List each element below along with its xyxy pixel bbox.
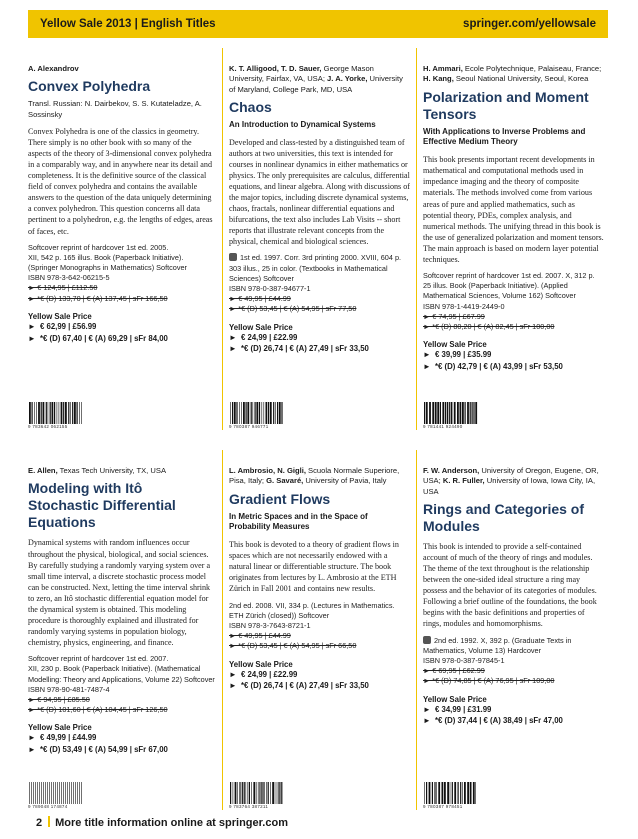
sale-price-line bbox=[229, 332, 410, 344]
book-bibliographic-info bbox=[229, 253, 410, 314]
sale-price: € 34,99 | £31.99 bbox=[435, 704, 492, 714]
book-authors: L. Ambrosio, N. Gigli, Scuola Normale Superiore, Pisa, Italy; G. Savaré, University of Pavia, Italy bbox=[229, 466, 400, 486]
footer-text: More title information online at springer.com bbox=[55, 817, 288, 829]
sale-price: € 62,99 | £56.99 bbox=[40, 321, 97, 331]
arrow-icon: ► bbox=[28, 733, 36, 743]
barcode-number: 9 781441 924490 bbox=[423, 424, 463, 429]
book-grid bbox=[28, 48, 610, 810]
sale-price-heading: Yellow Sale Price bbox=[423, 694, 487, 704]
old-price: ► € 69,95 | £62.99 bbox=[423, 666, 485, 676]
book-bibliographic-info bbox=[229, 601, 410, 652]
book-bibliographic-info bbox=[28, 654, 216, 715]
sale-price: *€ (D) 26,74 | € (A) 27,49 | sFr 33,50 bbox=[241, 344, 369, 354]
book-title: Modeling with Itô Stochastic Differential Equations bbox=[28, 480, 176, 531]
sale-price: € 24,99 | £22.99 bbox=[241, 669, 298, 679]
old-price: ► *€ (D) 74,85 | € (A) 76,95 | sFr 109,00 bbox=[423, 676, 555, 686]
arrow-icon: ► bbox=[229, 681, 237, 691]
book-description: Dynamical systems with random influences occur throughout the physical, biological, and social sciences. By carefully studying a randomly varying system over a small time interval, a discrete stochastic process model can be constructed. Next, letting the time interval shrink to zero, an Itô stochastic differential equation model for the dynamical system is obtained. This modeling procedure is thoroughly explained and illustrated for randomly varying systems in population biology, chemistry, physics, engineering, and finance. bbox=[28, 538, 211, 648]
book-authors: E. Allen, Texas Tech University, TX, USA bbox=[28, 466, 167, 475]
ebook-icon bbox=[229, 253, 237, 261]
book-bibliographic-info bbox=[423, 271, 604, 332]
biblio-line: ISBN 978-90-481-7487-4 bbox=[28, 684, 110, 694]
book-authors: A. Alexandrov bbox=[28, 64, 79, 73]
barcode-number: 9 783764 387211 bbox=[229, 804, 269, 809]
sale-price-line bbox=[28, 732, 216, 744]
book-bibliographic-info bbox=[28, 243, 216, 304]
book-entry bbox=[416, 450, 610, 810]
book-subtitle: An Introduction to Dynamical Systems bbox=[229, 119, 376, 129]
biblio-line: ISBN 978-0-387-97845-1 bbox=[423, 655, 505, 665]
old-price: ► € 74,95 | £67.99 bbox=[423, 311, 485, 321]
book-editors: Transl. Russian: N. Dairbekov, S. S. Kutateladze, A. Sossinsky bbox=[28, 99, 202, 119]
arrow-icon: ► bbox=[229, 332, 237, 342]
isbn-barcode bbox=[229, 782, 285, 810]
old-price: ► *€ (D) 80,20 | € (A) 82,45 | sFr 100,00 bbox=[423, 322, 555, 332]
sale-price: *€ (D) 42,79 | € (A) 43,99 | sFr 53,50 bbox=[435, 361, 563, 371]
arrow-icon: ► bbox=[423, 716, 431, 726]
old-price: ► *€ (D) 53,45 | € (A) 54,95 | sFr 77,50 bbox=[229, 304, 357, 314]
sale-price: *€ (D) 37,44 | € (A) 38,49 | sFr 47,00 bbox=[435, 716, 563, 726]
book-description: This book is devoted to a theory of gradient flows in spaces which are not necessarily endowed with a natural linear or differentiable structure. The book originates from lectures by L. Ambrosio at the ETH Zürich in Fall 2001 and contains new results. bbox=[229, 540, 399, 594]
barcode-number: 9 783642 062155 bbox=[28, 424, 68, 429]
header-left-title: Yellow Sale 2013 | English Titles bbox=[40, 18, 216, 30]
book-authors: F. W. Anderson, University of Oregon, Eugene, OR, USA; K. R. Fuller, University of Iowa, Iowa City, IA, USA bbox=[423, 466, 599, 496]
biblio-line: XII, 230 p. Book (Paperback Initiative). (Mathematical Modelling: Theory and Applications, Volume 22) Softcover bbox=[28, 664, 215, 684]
book-subtitle: With Applications to Inverse Problems and Effective Medium Theory bbox=[423, 126, 586, 147]
isbn-barcode bbox=[28, 782, 84, 810]
arrow-icon: ► bbox=[28, 745, 36, 755]
arrow-icon: ► bbox=[229, 669, 237, 679]
old-price: ► € 49,95 | £44.99 bbox=[229, 294, 291, 304]
sale-price-line bbox=[28, 744, 216, 756]
old-price: ► *€ (D) 133,70 | € (A) 137,45 | sFr 166,50 bbox=[28, 293, 168, 303]
sale-price-line bbox=[423, 349, 604, 361]
biblio-line: ISBN 978-1-4419-2449-0 bbox=[423, 301, 505, 311]
page-header-bar bbox=[28, 10, 608, 38]
page-footer bbox=[36, 816, 288, 829]
book-entry bbox=[28, 48, 222, 430]
sale-price: € 49,99 | £44.99 bbox=[40, 733, 97, 743]
book-authors: H. Ammari, Ecole Polytechnique, Palaiseau, France; H. Kang, Seoul National University, Seoul, Korea bbox=[423, 64, 602, 84]
sale-price-line bbox=[229, 669, 410, 681]
sale-price-line bbox=[28, 333, 216, 345]
sale-price-line bbox=[423, 361, 604, 373]
biblio-line: Softcover reprint of hardcover 1st ed. 2007. bbox=[28, 654, 169, 664]
biblio-line: 2nd ed. 1992. X, 392 p. (Graduate Texts in Mathematics, Volume 13) Hardcover bbox=[423, 635, 572, 655]
book-entry bbox=[222, 450, 416, 810]
old-price: ► *€ (D) 101,60 | € (A) 104,45 | sFr 126,50 bbox=[28, 705, 168, 715]
book-title: Polarization and Moment Tensors bbox=[423, 88, 589, 122]
book-authors: K. T. Alligood, T. D. Sauer, George Mason University, Fairfax, VA, USA; J. A. Yorke, University of Maryland, College Park, MD, USA bbox=[229, 64, 403, 94]
barcode-number: 9 789048 174874 bbox=[28, 804, 68, 809]
sale-price: *€ (D) 53,49 | € (A) 54,99 | sFr 67,00 bbox=[40, 745, 168, 755]
sale-price-line bbox=[28, 321, 216, 333]
page-number: 2 bbox=[36, 817, 43, 829]
book-title: Rings and Categories of Modules bbox=[423, 500, 585, 534]
footer-divider bbox=[48, 816, 50, 827]
biblio-line: XII, 542 p. 165 illus. Book (Paperback Initiative). bbox=[28, 252, 184, 262]
sale-price: *€ (D) 26,74 | € (A) 27,49 | sFr 33,50 bbox=[241, 681, 369, 691]
book-title: Convex Polyhedra bbox=[28, 78, 151, 95]
arrow-icon: ► bbox=[423, 704, 431, 714]
isbn-barcode bbox=[423, 782, 479, 810]
barcode-number: 9 780387 978451 bbox=[423, 804, 463, 809]
biblio-line: ISBN 978-3-7643-8721-1 bbox=[229, 620, 311, 630]
sale-price-heading: Yellow Sale Price bbox=[423, 340, 487, 350]
ebook-icon bbox=[423, 636, 431, 644]
book-entry bbox=[222, 48, 416, 430]
book-title: Chaos bbox=[229, 98, 272, 115]
sale-price-heading: Yellow Sale Price bbox=[229, 322, 293, 332]
header-url: springer.com/yellowsale bbox=[463, 18, 596, 30]
book-description: This book presents important recent developments in mathematical and computational methods used in impedance imaging and the theory of composite materials. The methods involved come from various areas of pure and applied mathematics, such as potential theory, PDEs, complex analysis, and numerical methods. The unifying thread in this book is the use of generalized polarization and moment tensors. The main approach is based on modern layer potential techniques. bbox=[423, 155, 604, 264]
old-price: ► *€ (D) 53,45 | € (A) 54,95 | sFr 66,50 bbox=[229, 641, 357, 651]
isbn-barcode bbox=[28, 402, 84, 430]
sale-price-line bbox=[423, 704, 604, 716]
sale-price-line bbox=[229, 343, 410, 355]
biblio-line: Softcover reprint of hardcover 1st ed. 2007. X, 312 p. 25 illus. Book (Paperback Initiative). (Applied Mathematical Sciences, Volume 162) Softcover bbox=[423, 271, 595, 301]
sale-price-heading: Yellow Sale Price bbox=[28, 723, 92, 733]
arrow-icon: ► bbox=[28, 333, 36, 343]
book-row-1 bbox=[28, 48, 610, 430]
sale-price-heading: Yellow Sale Price bbox=[28, 311, 92, 321]
biblio-line: ISBN 978-0-387-94677-1 bbox=[229, 284, 311, 294]
isbn-barcode bbox=[423, 402, 479, 430]
biblio-line: 2nd ed. 2008. VII, 334 p. (Lectures in Mathematics. ETH Zürich (closed)) Softcover bbox=[229, 600, 395, 620]
biblio-line: 1st ed. 1997. Corr. 3rd printing 2000. XVIII, 604 p. 303 illus., 25 in color. (Textbooks in Mathematical Sciences) Softcover bbox=[229, 253, 402, 283]
barcode-number: 9 780387 946771 bbox=[229, 424, 269, 429]
sale-price-line bbox=[423, 715, 604, 727]
arrow-icon: ► bbox=[423, 361, 431, 371]
sale-price: *€ (D) 67,40 | € (A) 69,29 | sFr 84,00 bbox=[40, 333, 168, 343]
book-subtitle: In Metric Spaces and in the Space of Probability Measures bbox=[229, 511, 368, 532]
arrow-icon: ► bbox=[423, 350, 431, 360]
old-price: ► € 124,95 | £112.50 bbox=[28, 283, 98, 293]
book-title: Gradient Flows bbox=[229, 490, 331, 507]
book-bibliographic-info bbox=[423, 636, 604, 687]
book-entry bbox=[28, 450, 222, 810]
biblio-line: (Springer Monographs in Mathematics) Softcover bbox=[28, 263, 187, 273]
old-price: ► € 49,95 | £44.99 bbox=[229, 631, 291, 641]
isbn-barcode bbox=[229, 402, 285, 430]
book-description: This book is intended to provide a self-contained account of much of the theory of rings and modules. The theme of the text throughout is the relationship between the one-sided ideal structure a ring may possess and the behavior of its categories of modules. Following a brief outline of the foundations, the book begins with the basic definitions and properties of rings, modules and homomorphisms. bbox=[423, 541, 597, 629]
sale-price-heading: Yellow Sale Price bbox=[229, 659, 293, 669]
book-entry bbox=[416, 48, 610, 430]
old-price: ► € 94,95 | £85.50 bbox=[28, 695, 90, 705]
arrow-icon: ► bbox=[28, 321, 36, 331]
arrow-icon: ► bbox=[229, 344, 237, 354]
sale-price-line bbox=[229, 680, 410, 692]
sale-price: € 24,99 | £22.99 bbox=[241, 332, 298, 342]
biblio-line: Softcover reprint of hardcover 1st ed. 2005. bbox=[28, 242, 169, 252]
book-description: Convex Polyhedra is one of the classics in geometry. There simply is no other book with so many of the aspects of the theory of 3-dimensional convex polyhedra in a comparably way, and in anywhere near its detail and completeness. It is the definitive source of the classical field of convex polyhedra and contains the available answers to the question of the data uniquely determining a convex polyhedron. This question concerns all data pertinent to a polyhedron, e.g. the lengths of edges, areas of faces, etc. bbox=[28, 126, 213, 236]
biblio-line: ISBN 978-3-642-06215-5 bbox=[28, 273, 110, 283]
sale-price: € 39,99 | £35.99 bbox=[435, 350, 492, 360]
book-description: Developed and class-tested by a distinguished team of authors at two universities, this text is intended for courses in nonlinear dynamics in either mathematics or physics. The only prerequisites are calculus, differential equations, and linear algebra. Along with discussions of the major topics, including discrete dynamical systems, chaos, fractals, nonlinear differential equations and bifurcations, the text also includes Lab Visits -- short reports that illustrate relevant concepts from the physical, chemical and biological sciences. bbox=[229, 137, 410, 247]
book-row-2 bbox=[28, 450, 610, 810]
